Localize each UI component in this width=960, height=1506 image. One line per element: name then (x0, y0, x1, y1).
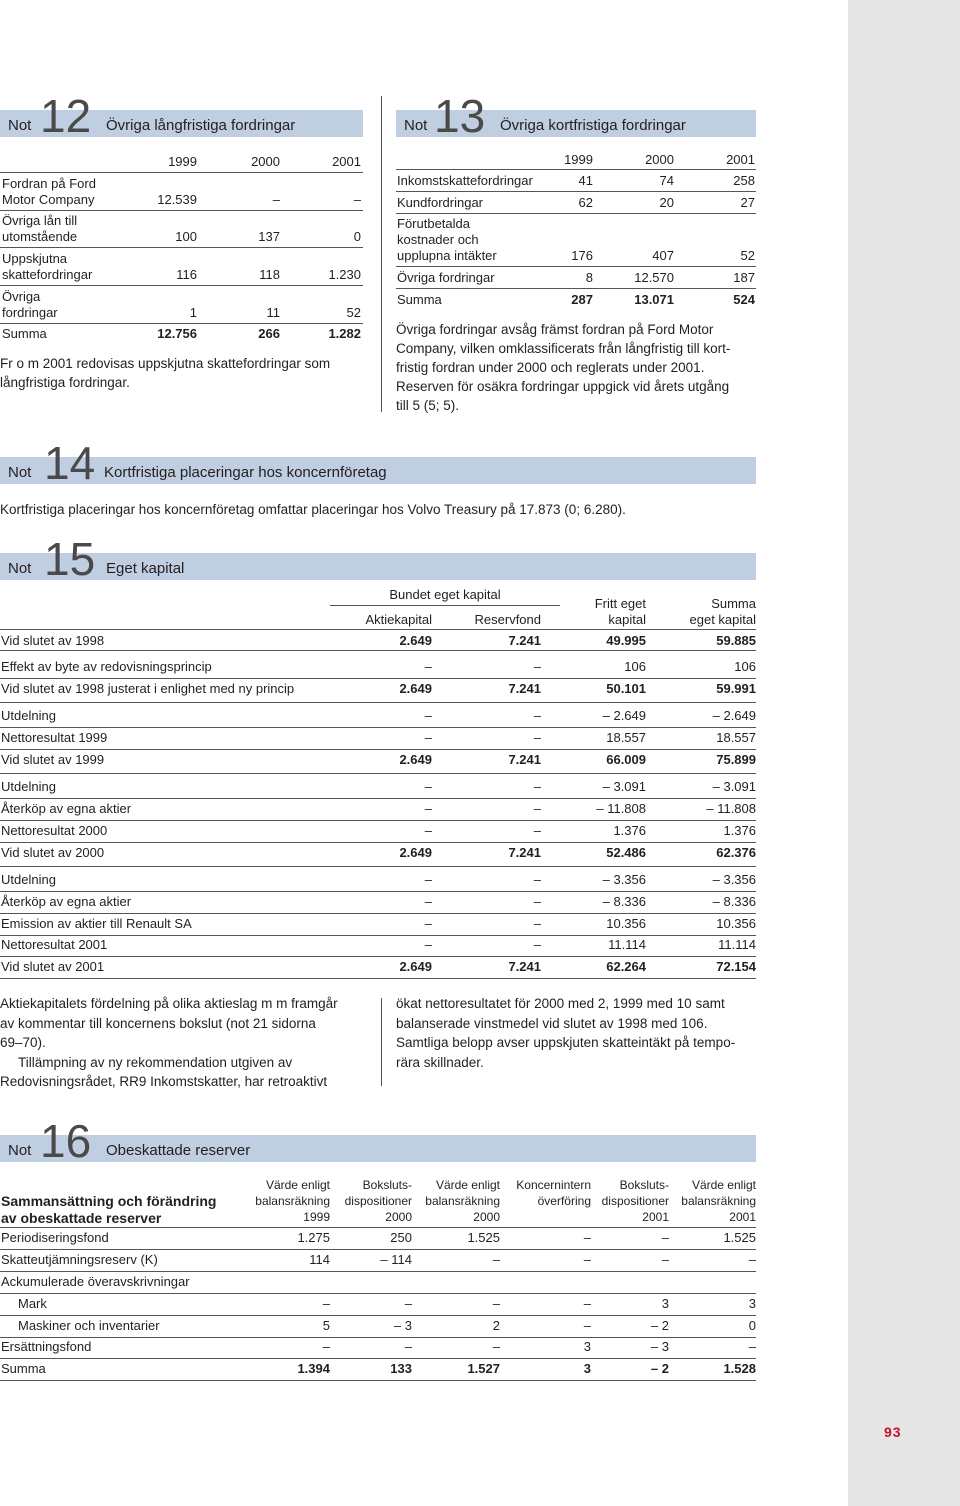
value-cell: 1.230 (328, 267, 361, 282)
value-cell: 3 (583, 1339, 591, 1354)
row-label: Motor Company (2, 192, 95, 207)
value-cell: 106 (624, 659, 646, 674)
note-number: 16 (40, 1115, 92, 1167)
column-header: Aktiekapital (365, 612, 432, 627)
note-text: Reserven för osäkra fordringar uppgick vid årets utgång (396, 379, 730, 394)
row-label: Nettoresultat 1999 (1, 730, 108, 745)
column-header: eget kapital (689, 612, 756, 627)
value-cell: 50.101 (606, 681, 646, 696)
value-cell: – (583, 1318, 591, 1333)
not-label: Not (8, 464, 32, 481)
value-cell: – (322, 1296, 330, 1311)
row-rule (0, 1271, 756, 1272)
column-header: 2001 (729, 1210, 756, 1224)
note-text: Samtliga belopp avser uppskjuten skatteintäkt på tempo- (396, 1035, 736, 1050)
value-cell: – (533, 659, 541, 674)
value-cell: – (424, 708, 432, 723)
row-rule (0, 678, 756, 679)
value-cell: 1.525 (723, 1230, 756, 1245)
column-header: 2000 (473, 1210, 500, 1224)
value-cell: 2.649 (399, 752, 432, 767)
value-cell: 8 (585, 270, 593, 285)
value-cell: – 2 (650, 1361, 669, 1376)
value-cell: 49.995 (606, 633, 646, 648)
value-cell: 524 (733, 292, 755, 307)
row-label: Förutbetalda (397, 216, 470, 231)
value-cell: 1.282 (328, 326, 361, 341)
row-rule (0, 891, 756, 892)
column-header: Värde enligt (691, 1178, 756, 1192)
column-header: Värde enligt (265, 1178, 330, 1192)
value-cell: 3 (748, 1296, 756, 1311)
value-cell: – (492, 1296, 500, 1311)
row-rule (0, 1249, 756, 1250)
row-label: Kundfordringar (397, 195, 483, 210)
note-text: ökat nettoresultatet för 2000 med 2, 1999 med 10 samt (396, 996, 725, 1011)
value-cell: 1.376 (723, 823, 756, 838)
group-header: Bundet eget kapital (389, 587, 501, 602)
value-cell: – 2.649 (602, 708, 646, 723)
value-cell: – (533, 916, 541, 931)
value-cell: – (424, 937, 432, 952)
row-rule (0, 247, 363, 248)
row-label: Utdelning (1, 872, 56, 887)
row-label: Vid slutet av 1999 (1, 752, 105, 767)
row-label: Övriga (2, 289, 41, 304)
row-rule (0, 629, 756, 630)
column-header: balansräkning (681, 1194, 756, 1208)
value-cell: 75.899 (716, 752, 756, 767)
not-label: Not (8, 117, 32, 134)
value-cell: 62 (578, 195, 593, 210)
row-rule (396, 213, 756, 214)
row-rule (0, 1227, 756, 1228)
note-number: 15 (44, 533, 96, 585)
column-header: Boksluts- (619, 1178, 669, 1192)
row-rule (0, 820, 756, 821)
value-cell: 258 (733, 173, 755, 188)
value-cell: 114 (309, 1252, 330, 1267)
column-header: balansräkning (425, 1194, 500, 1208)
row-label: Vid slutet av 2000 (1, 845, 105, 860)
value-cell: – (661, 1252, 669, 1267)
value-cell: – (424, 872, 432, 887)
value-cell: – (424, 779, 432, 794)
value-cell: – 3 (650, 1339, 669, 1354)
row-label: Uppskjutna (2, 251, 68, 266)
note-14-text: Kortfristiga placeringar hos koncernföretag omfattar placeringar hos Volvo Treasury på 17.873 (0; 6.280). (0, 502, 626, 517)
value-cell: 2001 (726, 152, 755, 167)
note-16-header (0, 1115, 756, 1167)
column-header: Summa (711, 596, 756, 611)
note-text: fristig fordran under 2000 och reglerats under 2001. (396, 360, 705, 375)
row-rule (0, 798, 756, 799)
value-cell: 2.649 (399, 681, 432, 696)
value-cell: 12.756 (157, 326, 197, 341)
value-cell: 13.071 (634, 292, 674, 307)
value-cell: 11.114 (718, 937, 756, 952)
row-label: Periodiseringsfond (1, 1230, 109, 1245)
row-label: Inkomstskattefordringar (397, 173, 533, 188)
row-label: Utdelning (1, 779, 56, 794)
value-cell: – (748, 1252, 756, 1267)
row-label: Ackumulerade överavskrivningar (1, 1274, 190, 1289)
table-heading: Sammansättning och förändring (1, 1193, 217, 1209)
value-cell: – 3.091 (602, 779, 646, 794)
value-cell: 106 (734, 659, 756, 674)
row-rule (396, 266, 756, 267)
value-cell: 59.885 (716, 633, 756, 648)
column-divider (381, 96, 382, 412)
value-cell: 1.376 (613, 823, 646, 838)
value-cell: 1.275 (297, 1230, 330, 1245)
column-header: Fritt eget (594, 596, 646, 611)
note-text: Fr o m 2001 redovisas uppskjutna skattefordringar som (0, 356, 331, 371)
note-text: Övriga fordringar avsåg främst fordran på Ford Motor (396, 322, 714, 337)
value-cell: – 11.808 (706, 801, 756, 816)
row-label: Effekt av byte av redovisningsprincip (1, 659, 212, 674)
value-cell: 7.241 (508, 633, 541, 648)
page-number: 93 (884, 1424, 902, 1440)
row-label: Återköp av egna aktier (1, 894, 132, 909)
value-cell: 52 (346, 305, 361, 320)
value-cell: 52.486 (606, 845, 646, 860)
not-label: Not (404, 117, 428, 134)
value-cell: 10.356 (606, 916, 646, 931)
row-label: Fordran på Ford (2, 176, 96, 191)
column-header: balansräkning (255, 1194, 330, 1208)
value-cell: – 2 (650, 1318, 669, 1333)
value-cell: 118 (259, 267, 280, 282)
value-cell: 2 (492, 1318, 500, 1333)
value-cell: 5 (322, 1318, 330, 1333)
row-label: Övriga fordringar (397, 270, 495, 285)
row-rule (0, 956, 756, 957)
value-cell: – (583, 1230, 591, 1245)
note-number: 13 (434, 90, 486, 142)
row-label: fordringar (2, 305, 58, 320)
value-cell: 62.264 (606, 959, 646, 974)
row-rule (0, 913, 756, 914)
value-cell: 250 (390, 1230, 412, 1245)
note-text: av kommentar till koncernens bokslut (not 21 sidorna (0, 1015, 316, 1031)
value-cell: 176 (571, 248, 593, 263)
table-heading: av obeskattade reserver (1, 1210, 162, 1226)
row-rule (0, 1315, 756, 1316)
value-cell: – 114 (380, 1252, 412, 1267)
value-cell: 1999 (168, 154, 197, 169)
value-cell: – (533, 823, 541, 838)
row-rule (0, 1358, 756, 1359)
value-cell: – (353, 192, 361, 207)
value-cell: – 11.808 (596, 801, 646, 816)
row-rule (0, 842, 756, 843)
note-text: långfristiga fordringar. (0, 375, 130, 390)
value-cell: 62.376 (716, 845, 756, 860)
value-cell: 1 (189, 305, 197, 320)
value-cell: – (533, 708, 541, 723)
note-title: Kortfristiga placeringar hos koncernföretag (104, 464, 387, 481)
row-rule (0, 1337, 756, 1338)
value-cell: 1.527 (467, 1361, 500, 1376)
row-label: Utdelning (1, 708, 56, 723)
value-cell: – (492, 1252, 500, 1267)
value-cell: 7.241 (508, 959, 541, 974)
note-title: Övriga kortfristiga fordringar (500, 117, 686, 134)
column-header: Värde enligt (435, 1178, 500, 1192)
note-text: till 5 (5; 5). (396, 398, 460, 413)
value-cell: 2.649 (399, 845, 432, 860)
value-cell: 59.991 (716, 681, 756, 696)
value-cell: 3 (583, 1361, 591, 1376)
value-cell: 1.525 (467, 1230, 500, 1245)
row-label: Vid slutet av 1998 (1, 633, 105, 648)
value-cell: – (533, 801, 541, 816)
row-rule (0, 210, 363, 211)
column-header: 2000 (385, 1210, 412, 1224)
value-cell: 133 (390, 1361, 412, 1376)
value-cell: – (748, 1339, 756, 1354)
value-cell: 2.649 (399, 959, 432, 974)
note-number: 14 (44, 437, 96, 489)
row-label: Övriga lån till (2, 213, 78, 228)
value-cell: 41 (578, 173, 593, 188)
row-rule (0, 773, 756, 774)
page-margin-sidebar (848, 0, 960, 1506)
row-label: Återköp av egna aktier (1, 801, 132, 816)
value-cell: 72.154 (716, 959, 756, 974)
value-cell: 74 (659, 173, 674, 188)
row-rule (396, 191, 756, 192)
value-cell: – (424, 916, 432, 931)
column-header: 1999 (303, 1210, 330, 1224)
value-cell: 2001 (332, 154, 361, 169)
value-cell: 52 (740, 248, 755, 263)
row-rule (330, 605, 560, 606)
row-rule (0, 866, 756, 867)
value-cell: – 2.649 (712, 708, 756, 723)
row-label: skattefordringar (2, 267, 93, 282)
value-cell: 100 (175, 229, 197, 244)
row-label: Skatteutjämningsreserv (K) (1, 1252, 158, 1267)
value-cell: 116 (176, 267, 197, 282)
column-header: Boksluts- (362, 1178, 412, 1192)
value-cell: 2.649 (399, 633, 432, 648)
row-label: Ersättningsfond (1, 1339, 92, 1354)
value-cell: 12.570 (634, 270, 674, 285)
value-cell: – 8.336 (712, 894, 756, 909)
value-cell: 18.557 (716, 730, 756, 745)
value-cell: – (661, 1230, 669, 1245)
row-label: Emission av aktier till Renault SA (1, 916, 192, 931)
row-rule (0, 702, 756, 703)
value-cell: – 3.091 (712, 779, 756, 794)
value-cell: – 3 (393, 1318, 412, 1333)
value-cell: – (583, 1252, 591, 1267)
column-header: kapital (608, 612, 646, 627)
not-label: Not (8, 1142, 32, 1159)
note-text: Aktiekapitalets fördelning på olika aktieslag m m framgår (0, 996, 338, 1011)
row-label: Summa (1, 1361, 46, 1376)
note-12-header (0, 90, 363, 142)
value-cell: 0 (353, 229, 361, 244)
column-header: 2001 (642, 1210, 669, 1224)
value-cell: – (424, 801, 432, 816)
row-label: Nettoresultat 2000 (1, 823, 108, 838)
note-title: Obeskattade reserver (106, 1142, 251, 1159)
value-cell: – (424, 730, 432, 745)
value-cell: – (424, 659, 432, 674)
row-rule (0, 650, 756, 651)
row-rule (0, 935, 756, 936)
row-rule (0, 172, 363, 173)
value-cell: – (424, 823, 432, 838)
value-cell: 2000 (645, 152, 674, 167)
value-cell: 7.241 (508, 752, 541, 767)
row-rule (0, 1293, 756, 1294)
value-cell: 1.394 (297, 1361, 330, 1376)
value-cell: – (533, 937, 541, 952)
value-cell: – (533, 730, 541, 745)
row-rule (396, 169, 756, 170)
note-text: Tillämpning av ny rekommendation utgiven av (18, 1054, 293, 1070)
column-header: dispositioner (601, 1194, 669, 1208)
note-text: Company, vilken omklassificerats från långfristig till kort- (396, 341, 731, 356)
note-text: Redovisningsrådet, RR9 Inkomstskatter, har retroaktivt (0, 1074, 328, 1089)
column-divider (381, 998, 382, 1086)
row-rule (0, 749, 756, 750)
value-cell: – (533, 894, 541, 909)
value-cell: 27 (740, 195, 755, 210)
note-15-header (0, 533, 756, 585)
row-rule (0, 1380, 756, 1381)
not-label: Not (8, 560, 32, 577)
column-header: Reservfond (474, 612, 541, 627)
value-cell: 187 (733, 270, 755, 285)
note-title: Eget kapital (106, 560, 185, 577)
row-rule (396, 288, 756, 289)
row-label: Vid slutet av 1998 justerat i enlighet med ny princip (1, 681, 295, 696)
value-cell: 11.114 (608, 937, 646, 952)
value-cell: 287 (571, 292, 593, 307)
row-label: Vid slutet av 2001 (1, 959, 105, 974)
value-cell: 18.557 (606, 730, 646, 745)
value-cell: 66.009 (606, 752, 646, 767)
row-rule (0, 978, 756, 979)
value-cell: 7.241 (508, 681, 541, 696)
note-text: 69–70). (0, 1035, 46, 1050)
row-label: upplupna intäkter (397, 248, 497, 263)
note-number: 12 (40, 90, 92, 142)
sum-label: Summa (2, 326, 47, 341)
value-cell: – (404, 1339, 412, 1354)
value-cell: 1.528 (723, 1361, 756, 1376)
value-cell: – 8.336 (602, 894, 646, 909)
column-header: Koncernintern (516, 1178, 591, 1192)
value-cell: 407 (652, 248, 674, 263)
value-cell: 1999 (564, 152, 593, 167)
value-cell: – (404, 1296, 412, 1311)
value-cell: – (272, 192, 280, 207)
value-cell: 266 (258, 326, 280, 341)
note-text: rära skillnader. (396, 1054, 484, 1070)
value-cell: 2000 (251, 154, 280, 169)
row-rule (0, 323, 363, 324)
value-cell: 3 (661, 1296, 669, 1311)
value-cell: – (492, 1339, 500, 1354)
row-label: Maskiner och inventarier (18, 1318, 160, 1333)
row-label: kostnader och (397, 232, 479, 247)
value-cell: 7.241 (508, 845, 541, 860)
value-cell: – 3.356 (602, 872, 646, 887)
column-header: dispositioner (344, 1194, 412, 1208)
value-cell: 137 (258, 229, 280, 244)
value-cell: 10.356 (716, 916, 756, 931)
note-text: balanserade vinstmedel vid slutet av 1998 med 106. (396, 1015, 708, 1031)
value-cell: – (533, 872, 541, 887)
note-14-header (0, 437, 756, 489)
sum-label: Summa (397, 292, 442, 307)
row-label: utomstående (2, 229, 78, 244)
value-cell: 20 (659, 195, 674, 210)
value-cell: – 3.356 (712, 872, 756, 887)
value-cell: 12.539 (157, 192, 197, 207)
value-cell: – (533, 779, 541, 794)
value-cell: 0 (748, 1318, 756, 1333)
note-13-header (396, 90, 756, 142)
row-label: Nettoresultat 2001 (1, 937, 108, 952)
value-cell: – (424, 894, 432, 909)
value-cell: – (322, 1339, 330, 1354)
row-label: Mark (18, 1296, 47, 1311)
note-title: Övriga långfristiga fordringar (106, 117, 296, 134)
column-header: överföring (537, 1194, 591, 1208)
value-cell: – (583, 1296, 591, 1311)
row-rule (0, 285, 363, 286)
row-rule (0, 727, 756, 728)
value-cell: 11 (266, 305, 280, 320)
